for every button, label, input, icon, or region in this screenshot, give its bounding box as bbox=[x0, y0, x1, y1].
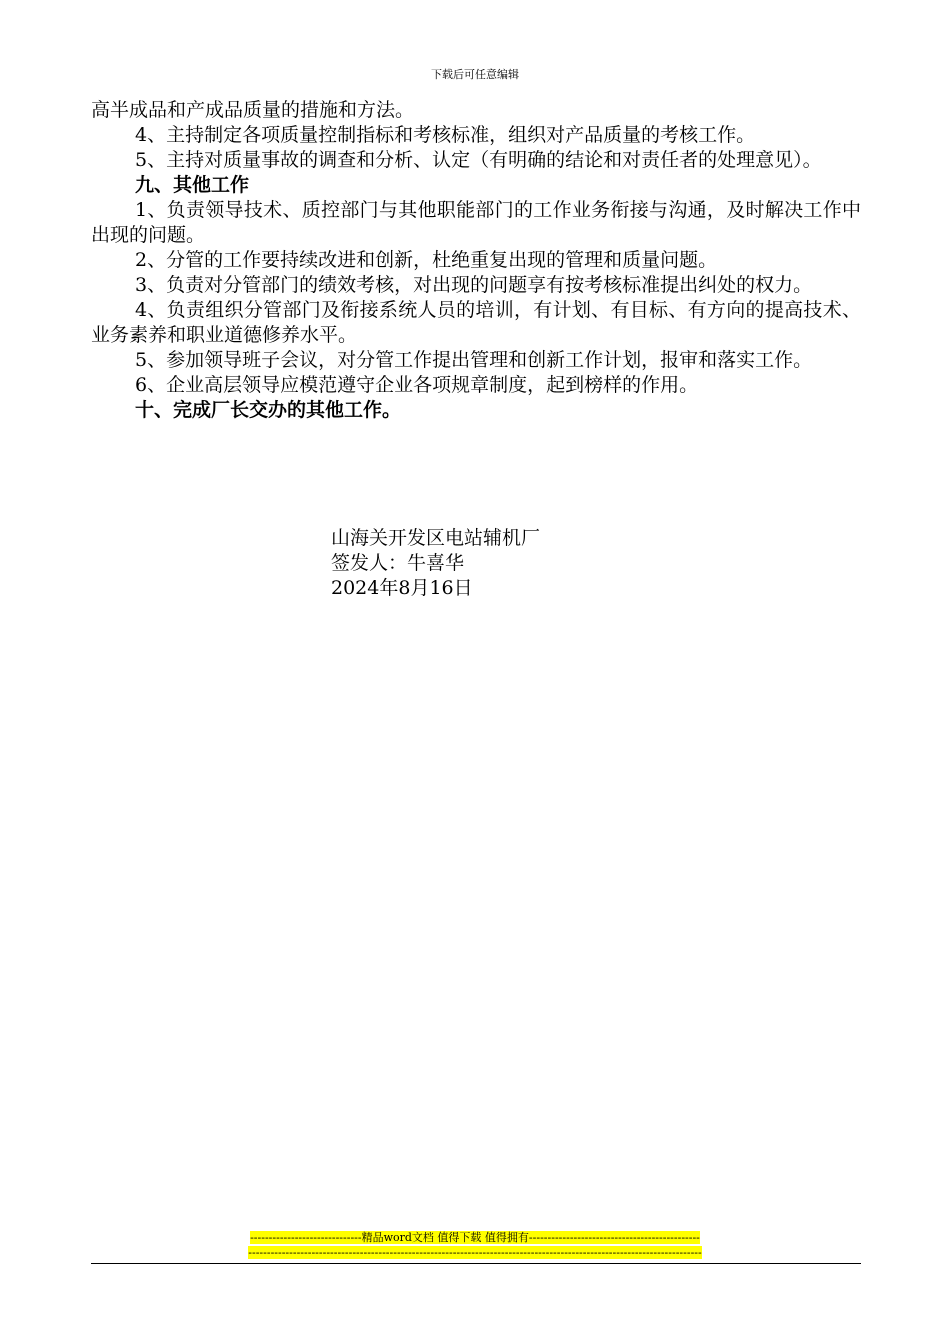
page-header-note: 下载后可任意编辑 bbox=[431, 68, 519, 81]
footer-banner-text: ------------------------------精品word文档 值得下载 值得拥有---------------------------------------------- bbox=[250, 1231, 700, 1244]
issuer-line: 签发人：牛喜华 bbox=[331, 552, 465, 574]
paragraph-item-3: 3、负责对分管部门的绩效考核，对出现的问题享有按考核标准提出纠处的权力。 bbox=[135, 274, 813, 296]
issue-date: 2024年8月16日 bbox=[331, 577, 473, 599]
footer-banner bbox=[0, 1231, 950, 1245]
paragraph-item-6: 6、企业高层领导应模范遵守企业各项规章制度，起到榜样的作用。 bbox=[135, 374, 699, 396]
section-heading-9: 九、其他工作 bbox=[135, 174, 250, 196]
document-body bbox=[91, 98, 861, 423]
paragraph-item-4: 4、主持制定各项质量控制指标和考核标准，组织对产品质量的考核工作。 bbox=[135, 124, 756, 146]
footer-dash-text: -------------------------------------------------------------------------------------------------------------------------- bbox=[248, 1246, 702, 1259]
footer-rule bbox=[91, 1263, 861, 1264]
paragraph-item-4b: 4、负责组织分管部门及衔接系统人员的培训，有计划、有目标、有方向的提高技术、业务素养和职业道德修养水平。 bbox=[91, 299, 861, 346]
paragraph-continuation: 高半成品和产成品质量的措施和方法。 bbox=[91, 99, 415, 121]
section-heading-10: 十、完成厂长交办的其他工作。 bbox=[135, 399, 402, 421]
paragraph-item-2: 2、分管的工作要持续改进和创新，杜绝重复出现的管理和质量问题。 bbox=[135, 249, 718, 271]
footer-dash-line bbox=[0, 1246, 950, 1260]
signature-block bbox=[331, 526, 540, 601]
paragraph-item-1: 1、负责领导技术、质控部门与其他职能部门的工作业务衔接与沟通，及时解决工作中出现的问题。 bbox=[91, 199, 861, 246]
paragraph-item-5b: 5、参加领导班子会议，对分管工作提出管理和创新工作计划，报审和落实工作。 bbox=[135, 349, 813, 371]
paragraph-item-5: 5、主持对质量事故的调查和分析、认定（有明确的结论和对责任者的处理意见）。 bbox=[135, 149, 822, 171]
company-name: 山海关开发区电站辅机厂 bbox=[331, 527, 541, 549]
